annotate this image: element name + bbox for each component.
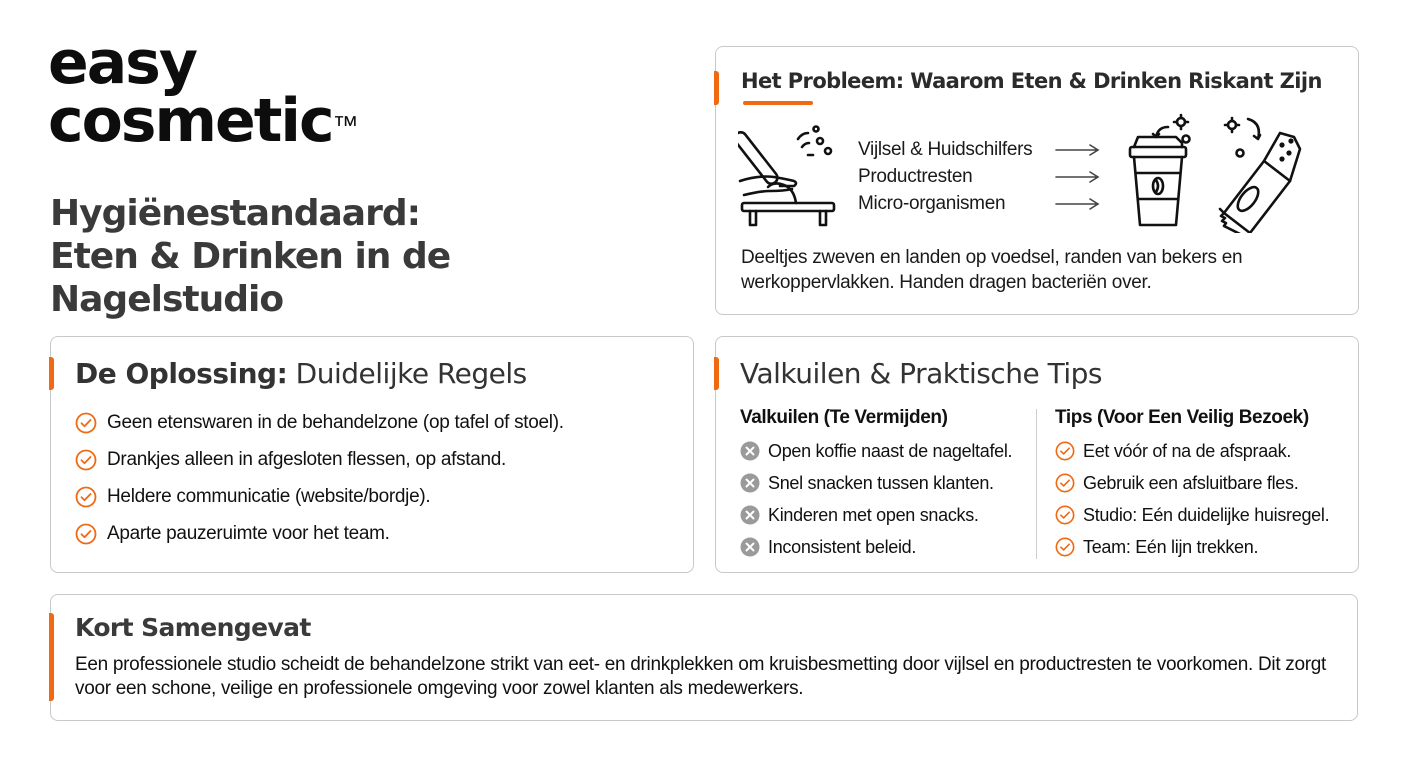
solution-title-bold: De Oplossing:: [75, 357, 288, 390]
source-row: [858, 136, 1102, 163]
solution-title-regular: Duidelijke Regels: [295, 357, 527, 390]
pitfall-text: Open koffie naast de nageltafel.: [768, 440, 1013, 461]
tip-text: Eet vóór of na de afspraak.: [1083, 440, 1292, 461]
brand-logo: [48, 28, 359, 156]
coffee-cup-icon: [1130, 115, 1190, 225]
problem-title: Het Probleem: Waarom Eten & Drinken Riskant Zijn: [741, 69, 1322, 93]
brand-name: cosmetic: [48, 86, 333, 156]
pitfall-item: [740, 435, 1012, 467]
arrow-right-icon: [1054, 170, 1102, 184]
source-label: Vijlsel & Huidschilfers: [858, 138, 1033, 160]
rule-text: Aparte pauzeruimte voor het team.: [107, 522, 390, 544]
check-circle-icon: [1055, 537, 1075, 557]
solution-card: [50, 336, 694, 573]
coffee-cup-and-snack-bar-icon: [1124, 113, 1314, 233]
problem-card: [715, 46, 1359, 315]
rule-text: Geen etenswaren in de behandelzone (op tafel of stoel).: [107, 411, 564, 433]
tip-item: [1055, 467, 1329, 499]
check-circle-icon: [75, 449, 97, 471]
check-circle-icon: [1055, 473, 1075, 493]
accent-bar: [714, 357, 719, 390]
pitfall-item: [740, 499, 1012, 531]
check-circle-icon: [1055, 505, 1075, 525]
x-circle-icon: [740, 537, 760, 557]
title-underline: [743, 101, 813, 105]
pitfalls-heading: Valkuilen (Te Vermijden): [740, 407, 948, 428]
tips-heading: Tips (Voor Een Veilig Bezoek): [1055, 407, 1309, 428]
pitfall-text: Snel snacken tussen klanten.: [768, 472, 994, 493]
rule-item: [75, 478, 564, 515]
nail-file-hand-table-icon: [738, 123, 838, 228]
tip-text: Team: Eén lijn trekken.: [1083, 536, 1259, 557]
pitfalls-column: [740, 407, 1012, 563]
tip-item: [1055, 531, 1329, 563]
summary-text: Een professionele studio scheidt de behandelzone strikt van eet- en drinkplekken om kruisbesmetting door vijlsel en productresten te voorkomen. Dit zorgt voor een schone, veilige en professionele omgeving voor zowel klanten als medewerkers.: [75, 654, 1327, 699]
problem-description: Deeltjes zweven en landen op voedsel, randen van bekers en werkoppervlakken. Handen dragen bacteriën over.: [741, 247, 1243, 293]
source-label: Micro-organismen: [858, 192, 1006, 214]
x-circle-icon: [740, 505, 760, 525]
rules-list: [75, 404, 564, 552]
arrow-right-icon: [1054, 143, 1102, 157]
brand-line-1: easy: [48, 28, 197, 98]
check-circle-icon: [75, 486, 97, 508]
tip-text: Gebruik een afsluitbare fles.: [1083, 472, 1299, 493]
rule-item: [75, 404, 564, 441]
pitfalls-tips-title: Valkuilen & Praktische Tips: [740, 357, 1102, 390]
summary-title: Kort Samengevat: [75, 613, 311, 642]
x-circle-icon: [740, 441, 760, 461]
rule-item: [75, 515, 564, 552]
contaminant-source-list: [858, 136, 1102, 217]
tip-item: [1055, 435, 1329, 467]
x-circle-icon: [740, 473, 760, 493]
check-circle-icon: [1055, 441, 1075, 461]
accent-bar: [714, 71, 719, 105]
column-divider: [1036, 409, 1037, 559]
accent-bar: [49, 357, 54, 390]
pitfall-item: [740, 531, 1012, 563]
tips-column: [1055, 407, 1329, 563]
pitfall-text: Inconsistent beleid.: [768, 536, 917, 557]
summary-card: [50, 594, 1358, 721]
rule-item: [75, 441, 564, 478]
accent-bar: [49, 613, 54, 701]
brand-line-2: [48, 86, 359, 156]
pitfall-item: [740, 467, 1012, 499]
pitfall-text: Kinderen met open snacks.: [768, 504, 979, 525]
rule-text: Drankjes alleen in afgesloten flessen, op afstand.: [107, 448, 507, 470]
page-title: Hygiënestandaard: Eten & Drinken in de Nagelstudio: [50, 193, 451, 320]
rule-text: Heldere communicatie (website/bordje).: [107, 485, 431, 507]
pitfalls-tips-card: [715, 336, 1359, 573]
source-label: Productresten: [858, 165, 973, 187]
solution-title: [75, 357, 527, 390]
source-row: [858, 163, 1102, 190]
check-circle-icon: [75, 412, 97, 434]
tip-text: Studio: Eén duidelijke huisregel.: [1083, 504, 1330, 525]
source-row: [858, 190, 1102, 217]
check-circle-icon: [75, 523, 97, 545]
trademark-symbol: ™: [332, 110, 359, 140]
arrow-right-icon: [1054, 197, 1102, 211]
tip-item: [1055, 499, 1329, 531]
snack-bar-icon: [1220, 118, 1300, 233]
